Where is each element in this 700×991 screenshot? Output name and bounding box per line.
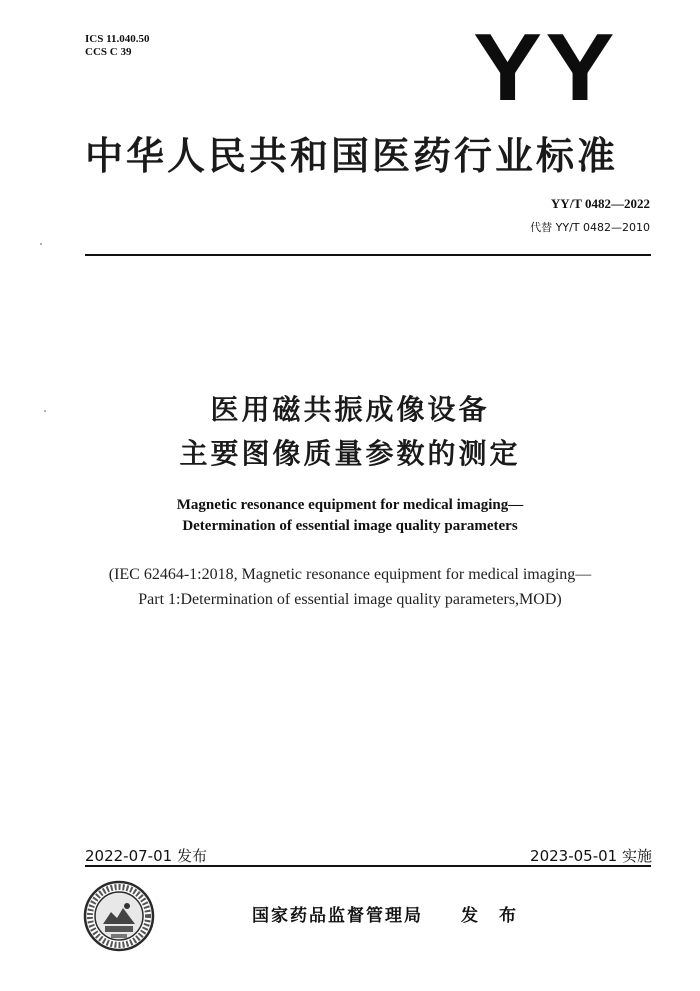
equivalence-line2: Part 1:Determination of essential image quality parameters,MOD) [138, 591, 562, 608]
bottom-divider [85, 865, 651, 867]
equivalence-line1: (IEC 62464-1:2018, Magnetic resonance equipment for medical imaging— [108, 566, 592, 583]
official-seal-icon [83, 880, 155, 952]
title-en-line2: Determination of essential image quality parameters [182, 518, 518, 534]
scan-speck [40, 243, 42, 245]
title-en-line1: Magnetic resonance equipment for medical imaging— [176, 497, 524, 513]
publish-date: 2022-07-01 发布 [85, 847, 207, 865]
title-cn-line2: 主要图像质量参数的测定 [179, 437, 521, 470]
category-mark: YY [473, 14, 618, 121]
replaces-code: 代替 YY/T 0482—2010 [530, 221, 650, 234]
implementation-date: 2023-05-01 实施 [530, 847, 652, 865]
scan-speck [44, 410, 46, 412]
title-cn-line1: 医用磁共振成像设备 [210, 393, 490, 426]
standard-type-heading: 中华人民共和国医药行业标准 [85, 134, 619, 178]
ics-code: ICS 11.040.50 [85, 33, 150, 45]
classification-codes [85, 33, 150, 59]
top-divider [85, 254, 651, 256]
standard-code: YY/T 0482—2022 [550, 196, 650, 211]
issuing-authority: 国家药品监督管理局 发 布 [252, 906, 518, 926]
ccs-code: CCS C 39 [85, 46, 132, 58]
